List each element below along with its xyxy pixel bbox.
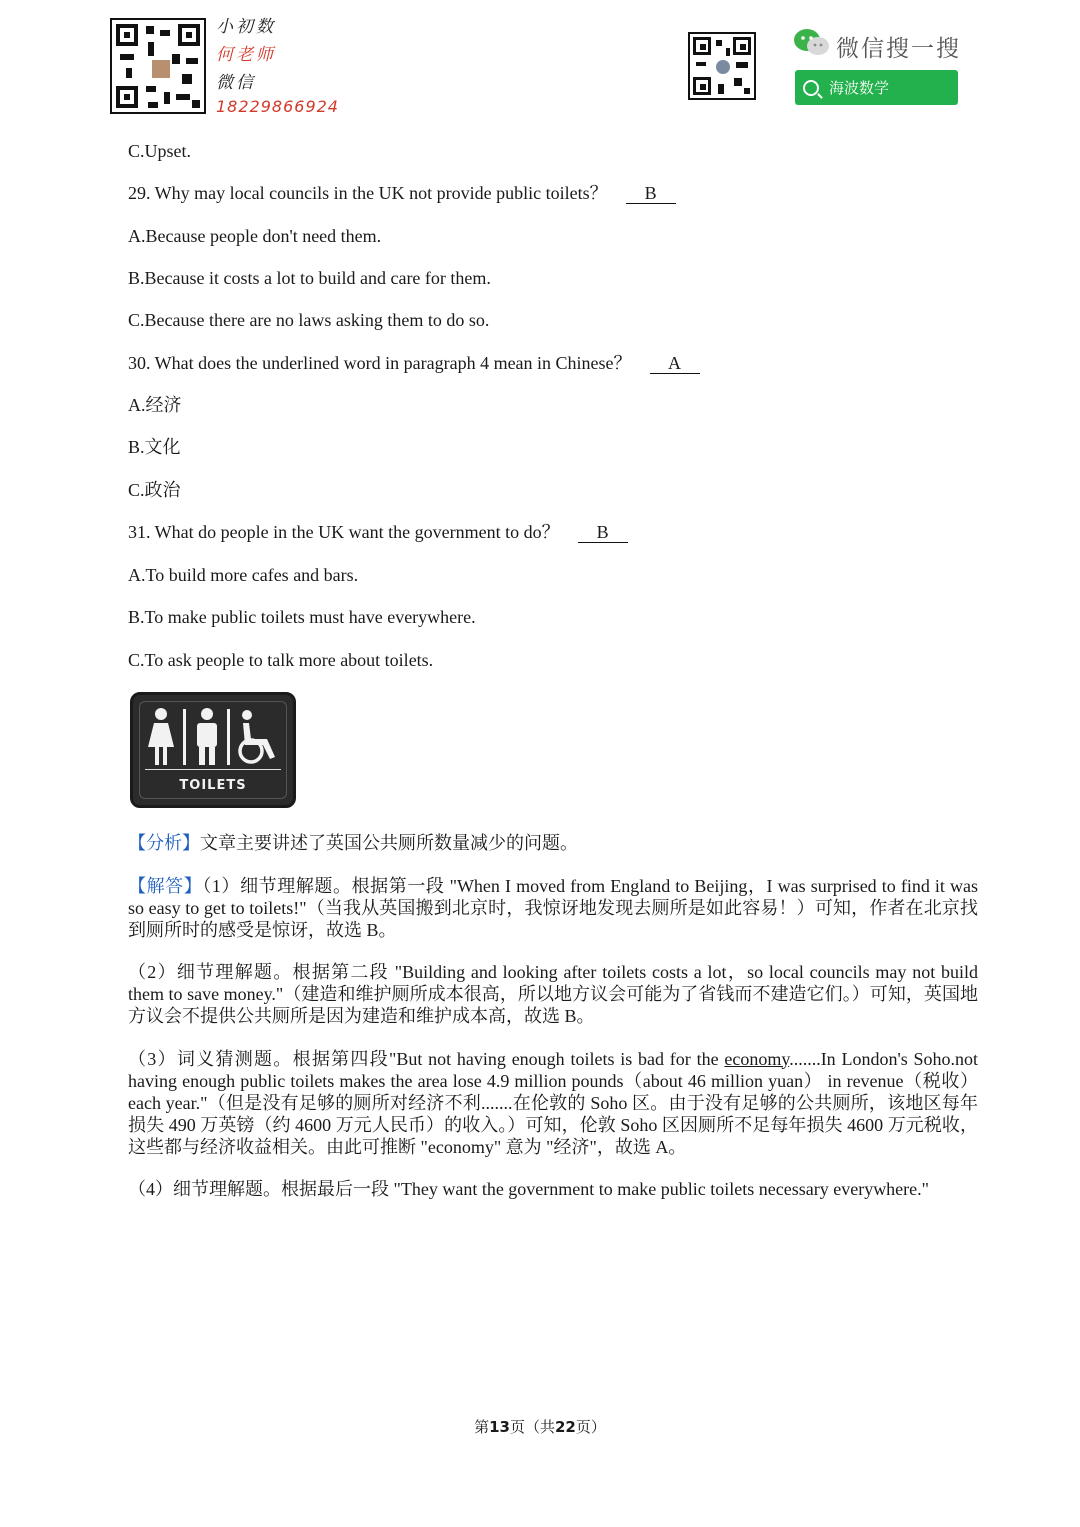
underlined-word-economy: economy [724,1048,790,1069]
wechat-logo-icon [793,28,831,58]
analysis-section [128,832,978,1221]
question-29-text: 29. Why may local councils in the UK not provide public toilets？ [128,183,608,203]
question-31-text: 31. What do people in the UK want the government to do？ [128,522,560,542]
qr-code-left [110,18,206,114]
q29-option-c: C.Because there are no laws asking them to do so. [128,310,490,330]
q30-option-b: B.文化 [128,437,181,457]
footer-total-pages: 22 [555,1418,576,1436]
q30-option-c: C.政治 [128,480,181,500]
qr-code-right [688,32,756,100]
footer-page-number: 13 [489,1418,510,1436]
page-footer [0,1416,1080,1437]
restroom-icon [141,705,291,767]
question-30-text: 30. What does the underlined word in paragraph 4 mean in Chinese？ [128,353,632,373]
solution-tag: 【解答】 [128,875,203,896]
analysis-paragraph [128,832,978,854]
analysis-tag: 【分析】 [128,833,200,853]
q31-option-a: A.To build more cafes and bars. [128,565,359,585]
handwriting-phone: 18229866924 [216,97,339,116]
q30-option-a: A.经济 [128,395,182,415]
q31-option-b: B.To make public toilets must have everywhere. [128,607,476,627]
handwriting-line-1: 小初数 [216,17,276,37]
solution-p1-text: （1）细节理解题。根据第一段 "When I moved from England to Beijing，I was surprised to find it was so easy to get to toilets!"（当我从英国搬到北京时，我惊讶地发现去厕所是如此容易！）可知，作者在北京找到厕所时的感受是惊讶，故选 B。 [128,875,979,940]
question-29-answer: B [626,183,676,204]
question-31-answer: B [578,522,628,543]
handwriting-line-3: 微信 [216,73,256,93]
analysis-text: 文章主要讲述了英国公共厕所数量减少的问题。 [200,833,578,853]
question-30-answer: A [650,353,700,374]
toilet-sign-image [130,692,296,808]
solution-paragraph-3 [128,1048,978,1158]
question-30 [128,352,700,374]
question-29 [128,182,676,204]
footer-middle: 页（共 [509,1418,555,1436]
toilet-sign-label: TOILETS [179,778,247,793]
solution-paragraph-4: （4）细节理解题。根据最后一段 "They want the government to make public toilets necessary everywhere." [128,1179,930,1199]
search-icon [803,80,819,96]
footer-prefix: 第 [474,1418,490,1436]
solution-paragraph-2: （2）细节理解题。根据第二段 "Building and looking after toilets costs a lot，so local councils may not build them to save money."（建造和维护厕所成本很高，所以地方议会可能为了省钱而不建造它们。）可知，英国地方议会不提供公共厕所是因为建造和维护成本高，故选 B。 [128,962,978,1026]
q29-option-a: A.Because people don't need them. [128,226,382,246]
solution-paragraph-1 [128,875,978,941]
wechat-search-title: 微信搜一搜 [836,36,961,62]
solution-p3-before: （3）词义猜测题。根据第四段"But not having enough toilets is bad for the [128,1048,725,1069]
handwriting-line-2: 何老师 [216,45,276,65]
q29-option-b: B.Because it costs a lot to build and care for them. [128,268,491,288]
wechat-search-bar[interactable] [795,70,958,105]
q28-option-c: C.Upset. [128,141,191,161]
q31-option-c: C.To ask people to talk more about toilets. [128,650,434,670]
question-31 [128,521,628,543]
solution-p3-after: .......In London's Soho.not having enough public toilets makes the area lose 4.9 million pounds（about 46 million yuan） in revenue（税收） each year."（但是没有足够的厕所对经济不利.......在伦敦的 Soho 区。由于没有足够的公共厕所，该地区每年损失 490 万英镑（约 4600 万元人民币）的收入。）可知，伦敦 Soho 区因厕所不足每年损失 4600 万元税收，这些都与经济收益相关。由此可推断 "economy" 意为 "经济"，故选 A。 [128,1048,979,1157]
footer-suffix: 页） [575,1418,606,1436]
search-label: 海波数学 [829,79,890,97]
